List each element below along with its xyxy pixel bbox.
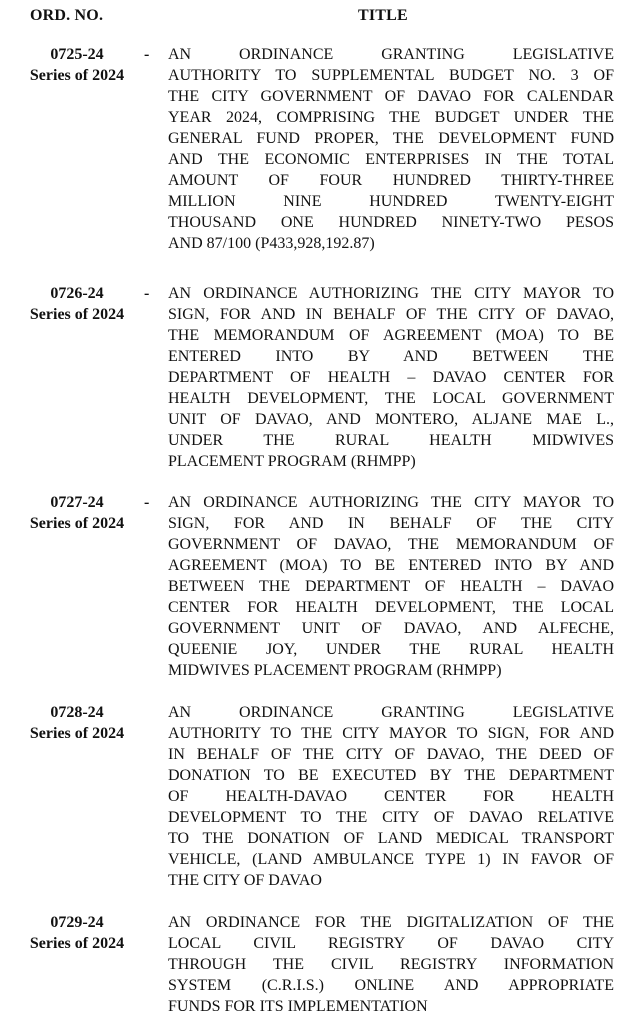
ordinance-title-line: THE CITY GOVERNMENT OF DAVAO FOR CALENDAR (168, 88, 614, 105)
ordinance-series: Series of 2024 (29, 67, 125, 84)
ordinance-title-line: AN ORDINANCE GRANTING LEGISLATIVE (168, 46, 614, 63)
ordinance-title-line: SIGN, FOR AND IN BEHALF OF THE CITY OF DAVAO, (168, 306, 614, 323)
ordinance-title-line: IN BEHALF OF THE CITY OF DAVAO, THE DEED OF (168, 746, 614, 763)
ordinance-series: Series of 2024 (29, 725, 125, 742)
ordinance-series: Series of 2024 (29, 515, 125, 532)
ordinance-title-line: GOVERNMENT OF DAVAO, THE MEMORANDUM OF (168, 536, 614, 553)
ordinance-title-line: FUNDS FOR ITS IMPLEMENTATION (168, 998, 428, 1015)
ordinance-title-line: AMOUNT OF FOUR HUNDRED THIRTY-THREE (168, 172, 614, 189)
ordinance-title-line: AN ORDINANCE GRANTING LEGISLATIVE (168, 704, 614, 721)
separator-dash: - (144, 46, 150, 63)
ordinance-title-line: AN ORDINANCE AUTHORIZING THE CITY MAYOR TO (168, 494, 614, 511)
ordinance-title-line: MIDWIVES PLACEMENT PROGRAM (RHMPP) (168, 662, 502, 679)
ordinance-title-line: DEVELOPMENT TO THE CITY OF DAVAO RELATIVE (168, 809, 614, 826)
ordinance-title-line: MILLION NINE HUNDRED TWENTY-EIGHT (168, 193, 614, 210)
ordinance-number-block (10, 492, 144, 534)
ordinance-title-line: TO THE DONATION OF LAND MEDICAL TRANSPORT (168, 830, 614, 847)
ordinance-title-line: OF HEALTH-DAVAO CENTER FOR HEALTH (168, 788, 614, 805)
ordinance-title-line: QUEENIE JOY, UNDER THE RURAL HEALTH (168, 641, 614, 658)
ordinance-title-line: GOVERNMENT UNIT OF DAVAO, AND ALFECHE, (168, 620, 614, 637)
ordinance-title-line: THROUGH THE CIVIL REGISTRY INFORMATION (168, 956, 614, 973)
ordinance-title (168, 44, 614, 254)
ordinance-title-line: UNDER THE RURAL HEALTH MIDWIVES (168, 432, 614, 449)
ordinance-number: 0726-24 (50, 285, 104, 302)
ordinance-title-line: DEPARTMENT OF HEALTH – DAVAO CENTER FOR (168, 369, 614, 386)
ordinance-title (168, 492, 614, 681)
ordinance-title-line: AGREEMENT (MOA) TO BE ENTERED INTO BY AND (168, 557, 614, 574)
separator-dash: - (144, 285, 150, 302)
separator-dash: - (144, 494, 150, 511)
ordinance-series: Series of 2024 (29, 935, 125, 952)
ordinance-title (168, 912, 614, 1017)
ordinance-title-line: VEHICLE, (LAND AMBULANCE TYPE 1) IN FAVOR OF (168, 851, 614, 868)
ordinance-title-line: AN ORDINANCE AUTHORIZING THE CITY MAYOR TO (168, 285, 614, 302)
ordinance-number-block (10, 283, 144, 325)
ordinance-number-block (10, 702, 144, 744)
ordinance-title-line: SIGN, FOR AND IN BEHALF OF THE CITY (168, 515, 614, 532)
ordinance-number: 0728-24 (50, 704, 104, 721)
ordinance-title-line: THE MEMORANDUM OF AGREEMENT (MOA) TO BE (168, 327, 614, 344)
ordinance-title-line: AUTHORITY TO SUPPLEMENTAL BUDGET NO. 3 OF (168, 67, 614, 84)
ordinance-number: 0727-24 (50, 494, 104, 511)
ordinance-title-line: DONATION TO BE EXECUTED BY THE DEPARTMENT (168, 767, 614, 784)
ordinance-title-line: HEALTH DEVELOPMENT, THE LOCAL GOVERNMENT (168, 390, 614, 407)
ordinance-title-line: GENERAL FUND PROPER, THE DEVELOPMENT FUND (168, 130, 614, 147)
ordinance-title-line: THE CITY OF DAVAO (168, 872, 322, 889)
ordinance-number-block (10, 912, 144, 954)
ordinance-title-line: CENTER FOR HEALTH DEVELOPMENT, THE LOCAL (168, 599, 614, 616)
ordinance-title (168, 283, 614, 472)
ordinance-number: 0725-24 (50, 46, 104, 63)
column-header-ord-no: ORD. NO. (30, 7, 104, 24)
ordinance-title (168, 702, 614, 891)
ordinance-title-line: THOUSAND ONE HUNDRED NINETY-TWO PESOS (168, 214, 614, 231)
ordinance-title-line: AND 87/100 (P433,928,192.87) (168, 235, 375, 252)
ordinance-series: Series of 2024 (29, 306, 125, 323)
ordinance-title-line: AUTHORITY TO THE CITY MAYOR TO SIGN, FOR AND (168, 725, 614, 742)
ordinance-title-line: AN ORDINANCE FOR THE DIGITALIZATION OF THE (168, 914, 614, 931)
ordinance-title-line: LOCAL CIVIL REGISTRY OF DAVAO CITY (168, 935, 614, 952)
ordinance-title-line: BETWEEN THE DEPARTMENT OF HEALTH – DAVAO (168, 578, 614, 595)
ordinance-title-line: YEAR 2024, COMPRISING THE BUDGET UNDER THE (168, 109, 614, 126)
ordinance-title-line: UNIT OF DAVAO, AND MONTERO, ALJANE MAE L., (168, 411, 614, 428)
ordinance-title-line: PLACEMENT PROGRAM (RHMPP) (168, 453, 416, 470)
column-header-title: TITLE (358, 7, 408, 24)
ordinance-title-line: SYSTEM (C.R.I.S.) ONLINE AND APPROPRIATE (168, 977, 614, 994)
ordinance-title-line: ENTERED INTO BY AND BETWEEN THE (168, 348, 614, 365)
ordinance-title-line: AND THE ECONOMIC ENTERPRISES IN THE TOTAL (168, 151, 614, 168)
ordinance-number: 0729-24 (50, 914, 104, 931)
ordinance-number-block (10, 44, 144, 86)
